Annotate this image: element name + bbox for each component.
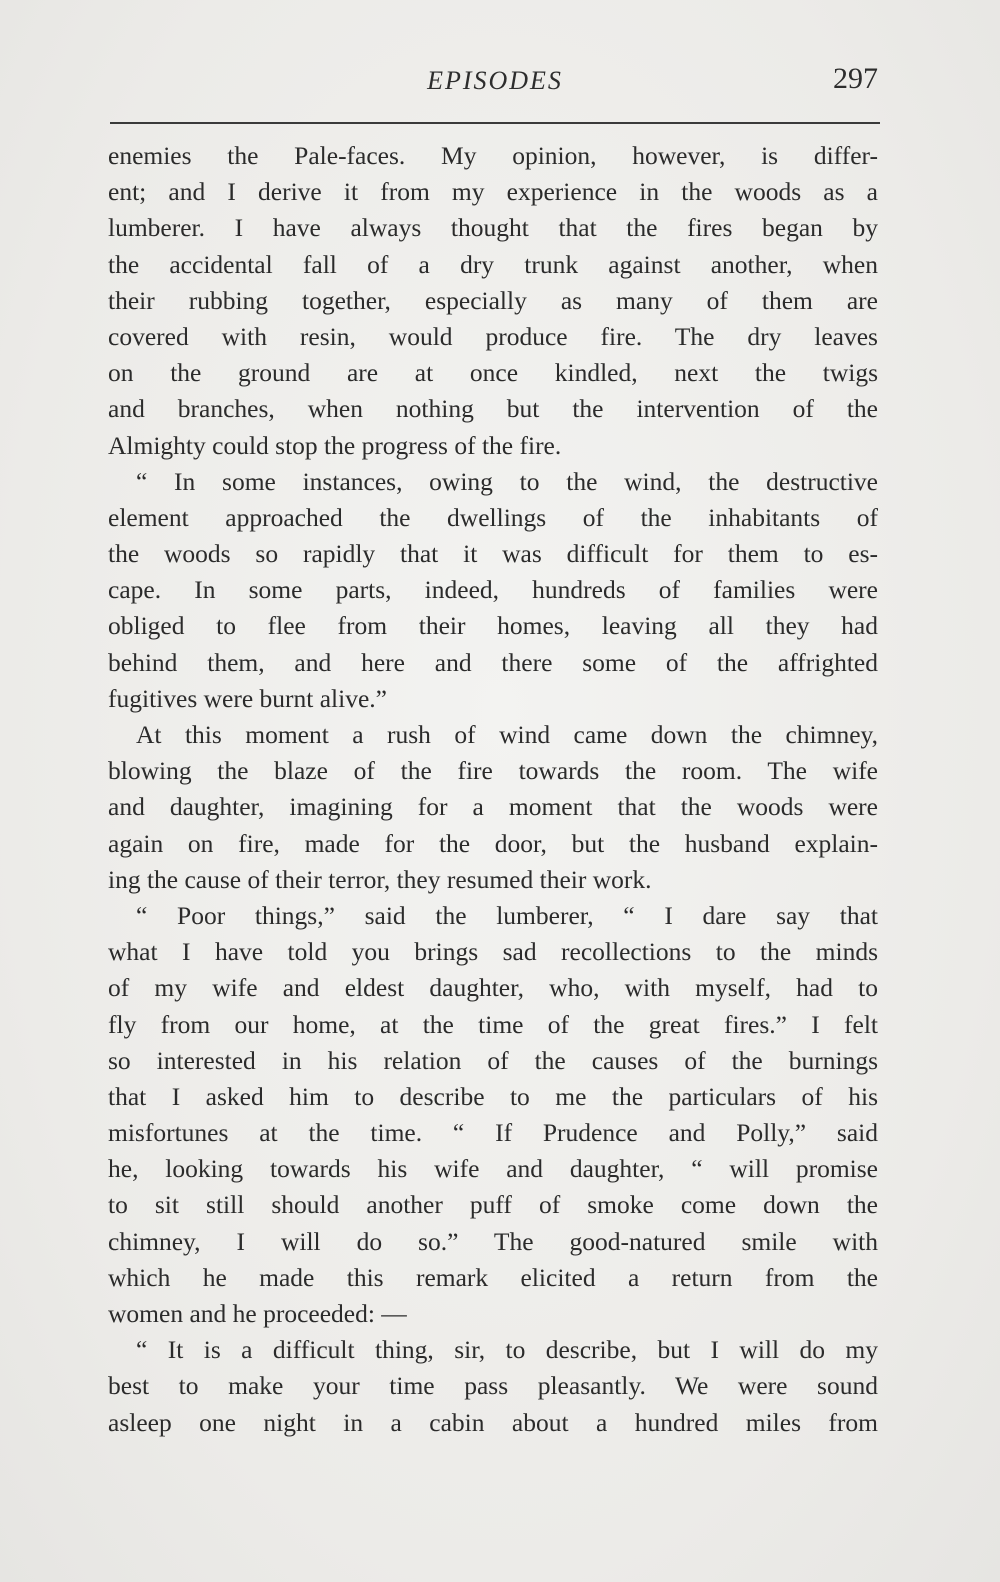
text-line: and daughter, imagining for a moment that the woods were <box>108 792 878 822</box>
text-line: the accidental fall of a dry trunk against another, when <box>108 249 878 279</box>
text-line: element approached the dwellings of the inhabitants of <box>108 502 878 532</box>
text-line: fugitives were burnt alive.” <box>108 683 387 713</box>
text-line: of my wife and eldest daughter, who, with myself, had to <box>108 973 878 1003</box>
page-number: 297 <box>833 62 878 95</box>
text-line: “ In some instances, owing to the wind, the destructive <box>136 466 878 496</box>
header-rule <box>110 122 880 124</box>
text-line: behind them, and here and there some of the affrighted <box>108 647 878 677</box>
text-line: “ It is a difficult thing, sir, to describe, but I will do my <box>136 1335 878 1365</box>
text-line: ing the cause of their terror, they resumed their work. <box>108 864 652 894</box>
text-line: which he made this remark elicited a return from the <box>108 1262 878 1292</box>
text-line: so interested in his relation of the causes of the burnings <box>108 1045 878 1075</box>
text-line: fly from our home, at the time of the great fires.” I felt <box>108 1009 878 1039</box>
body-text <box>108 138 878 1441</box>
text-line: again on fire, made for the door, but the husband explain- <box>108 828 878 858</box>
text-line: the woods so rapidly that it was difficult for them to es- <box>108 539 878 569</box>
text-line: to sit still should another puff of smoke come down the <box>108 1190 878 1220</box>
running-head: EPISODES <box>427 66 563 95</box>
text-line: enemies the Pale-faces. My opinion, however, is differ- <box>108 141 878 170</box>
text-line: obliged to flee from their homes, leaving all they had <box>108 611 878 641</box>
text-line: their rubbing together, especially as many of them are <box>108 285 878 315</box>
text-line: and branches, when nothing but the intervention of the <box>108 394 878 424</box>
text-line: women and he proceeded: — <box>108 1299 407 1328</box>
text-line: covered with resin, would produce fire. The dry leaves <box>108 321 878 351</box>
text-line: At this moment a rush of wind came down the chimney, <box>136 720 878 749</box>
text-line: he, looking towards his wife and daughter, “ will promise <box>108 1154 878 1184</box>
text-line: cape. In some parts, indeed, hundreds of families were <box>108 575 878 605</box>
text-line: that I asked him to describe to me the particulars of his <box>108 1081 878 1111</box>
text-line: chimney, I will do so.” The good-natured smile with <box>108 1226 878 1256</box>
text-line: “ Poor things,” said the lumberer, “ I dare say that <box>136 900 878 930</box>
text-line: best to make your time pass pleasantly. We were sound <box>108 1371 878 1401</box>
text-line: asleep one night in a cabin about a hundred miles from <box>108 1407 878 1437</box>
text-line: Almighty could stop the progress of the fire. <box>108 430 562 460</box>
page-header <box>110 62 880 112</box>
text-line: misfortunes at the time. “ If Prudence and Polly,” said <box>108 1118 878 1148</box>
text-line: lumberer. I have always thought that the fires began by <box>108 213 878 243</box>
text-line: blowing the blaze of the fire towards the room. The wife <box>108 756 878 786</box>
text-line: ent; and I derive it from my experience in the woods as a <box>108 177 878 207</box>
text-line: on the ground are at once kindled, next the twigs <box>108 358 878 388</box>
text-line: what I have told you brings sad recollections to the minds <box>108 937 878 967</box>
